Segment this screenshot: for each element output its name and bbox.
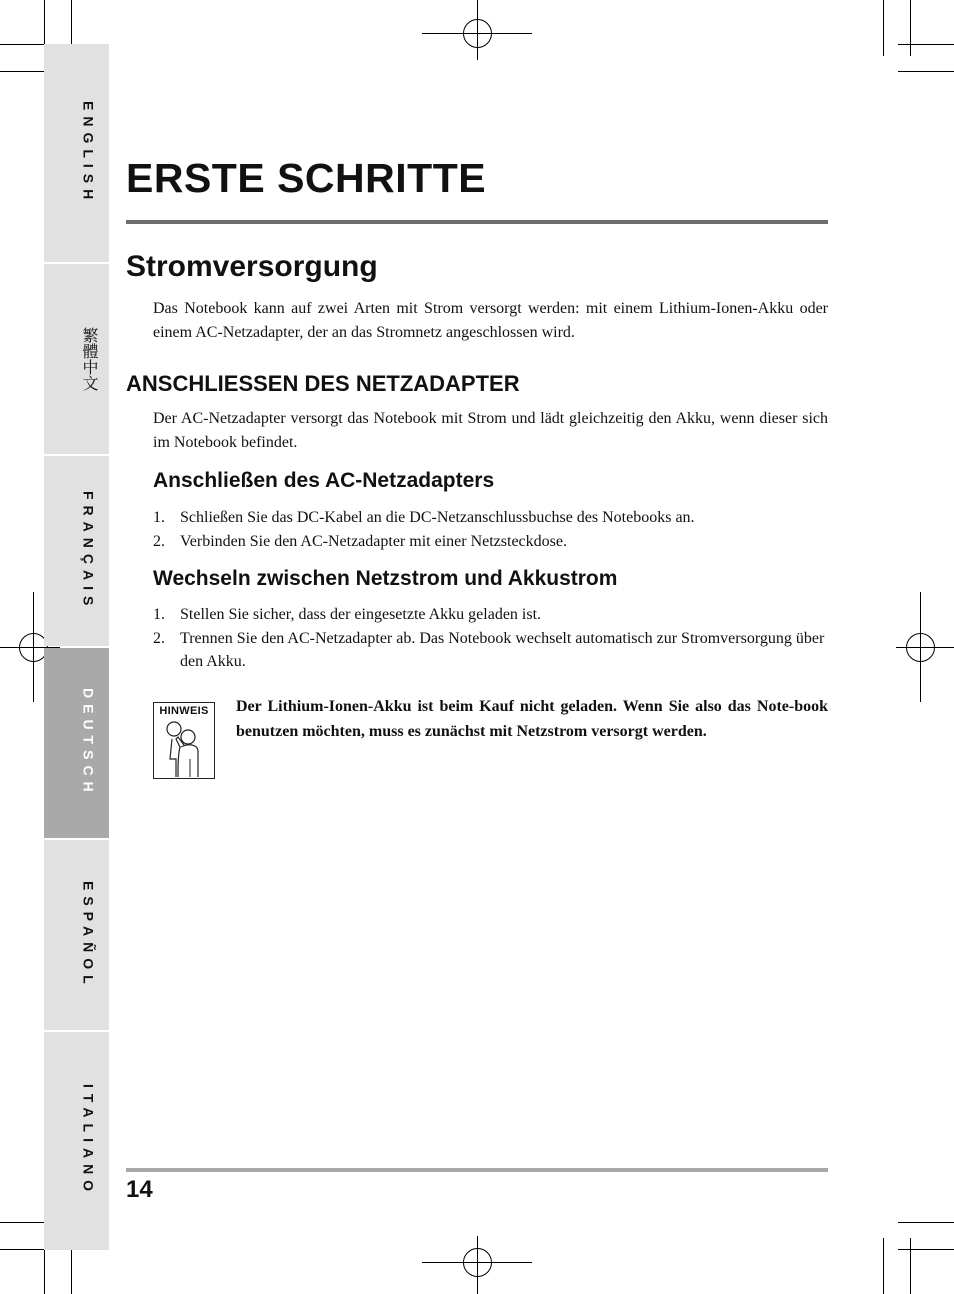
language-tabs (44, 44, 109, 1250)
list-item: 1. Stellen Sie sicher, dass der eingesetzte Akku geladen ist. (153, 606, 542, 623)
tab-francais[interactable] (44, 456, 109, 646)
tab-label: DEUTSCH (80, 688, 97, 798)
list-item: 1. Schließen Sie das DC-Kabel an die DC-Netzanschlussbuchse des Notebooks an. (153, 509, 695, 526)
page-title: ERSTE SCHRITTE (126, 155, 487, 201)
tab-label: ESPAÑOL (80, 880, 97, 990)
intro-paragraph: Das Notebook kann auf zwei Arten mit Strom versorgt werden: mit einem Lithium-Ionen-Akku oder einem AC-Netzadapter, der an das Stromnetz angeschlossen wird. (153, 300, 828, 341)
tab-label: ENGLISH (80, 100, 97, 206)
list-item: 2. Trennen Sie den AC-Netzadapter ab. Das Notebook wechselt automatisch zur Stromversorgung über den Akku. (153, 629, 825, 670)
subsection-paragraph: Der AC-Netzadapter versorgt das Notebook mit Strom und lädt gleichzeitig den Akku, wenn dieser sich im Notebook befindet. (153, 410, 828, 451)
tab-espanol[interactable] (44, 840, 109, 1030)
tab-label: FRANÇAIS (80, 490, 97, 612)
subsection-title: ANSCHLIESSEN DES NETZADAPTER (126, 371, 520, 396)
person-pointing-icon (154, 717, 214, 777)
switch-heading: Wechseln zwischen Netzstrom und Akkustrom (153, 567, 618, 590)
tab-english[interactable] (44, 44, 109, 262)
switch-steps-list (153, 603, 828, 674)
note-label: HINWEIS (159, 705, 209, 717)
page-number: 14 (126, 1176, 153, 1203)
note-box (153, 702, 215, 779)
title-divider (126, 220, 828, 224)
tab-label: ITALIANO (80, 1084, 97, 1198)
connect-steps-list (153, 506, 828, 553)
section-title: Stromversorgung (126, 250, 378, 283)
list-item: 2. Verbinden Sie den AC-Netzadapter mit einer Netzsteckdose. (153, 532, 567, 550)
note-text: Der Lithium-Ionen-Akku ist beim Kauf nicht geladen. Wenn Sie also das Note-book benutzen möchten, muss es zunächst mit Netzstrom versorgt werden. (236, 698, 828, 740)
tab-italiano[interactable] (44, 1032, 109, 1250)
connect-heading: Anschließen des AC-Netzadapters (153, 469, 495, 492)
tab-chinese[interactable] (44, 264, 109, 454)
footer-divider (126, 1168, 828, 1172)
tab-deutsch[interactable] (44, 648, 109, 838)
tab-label: 繁體中文 (80, 327, 97, 391)
